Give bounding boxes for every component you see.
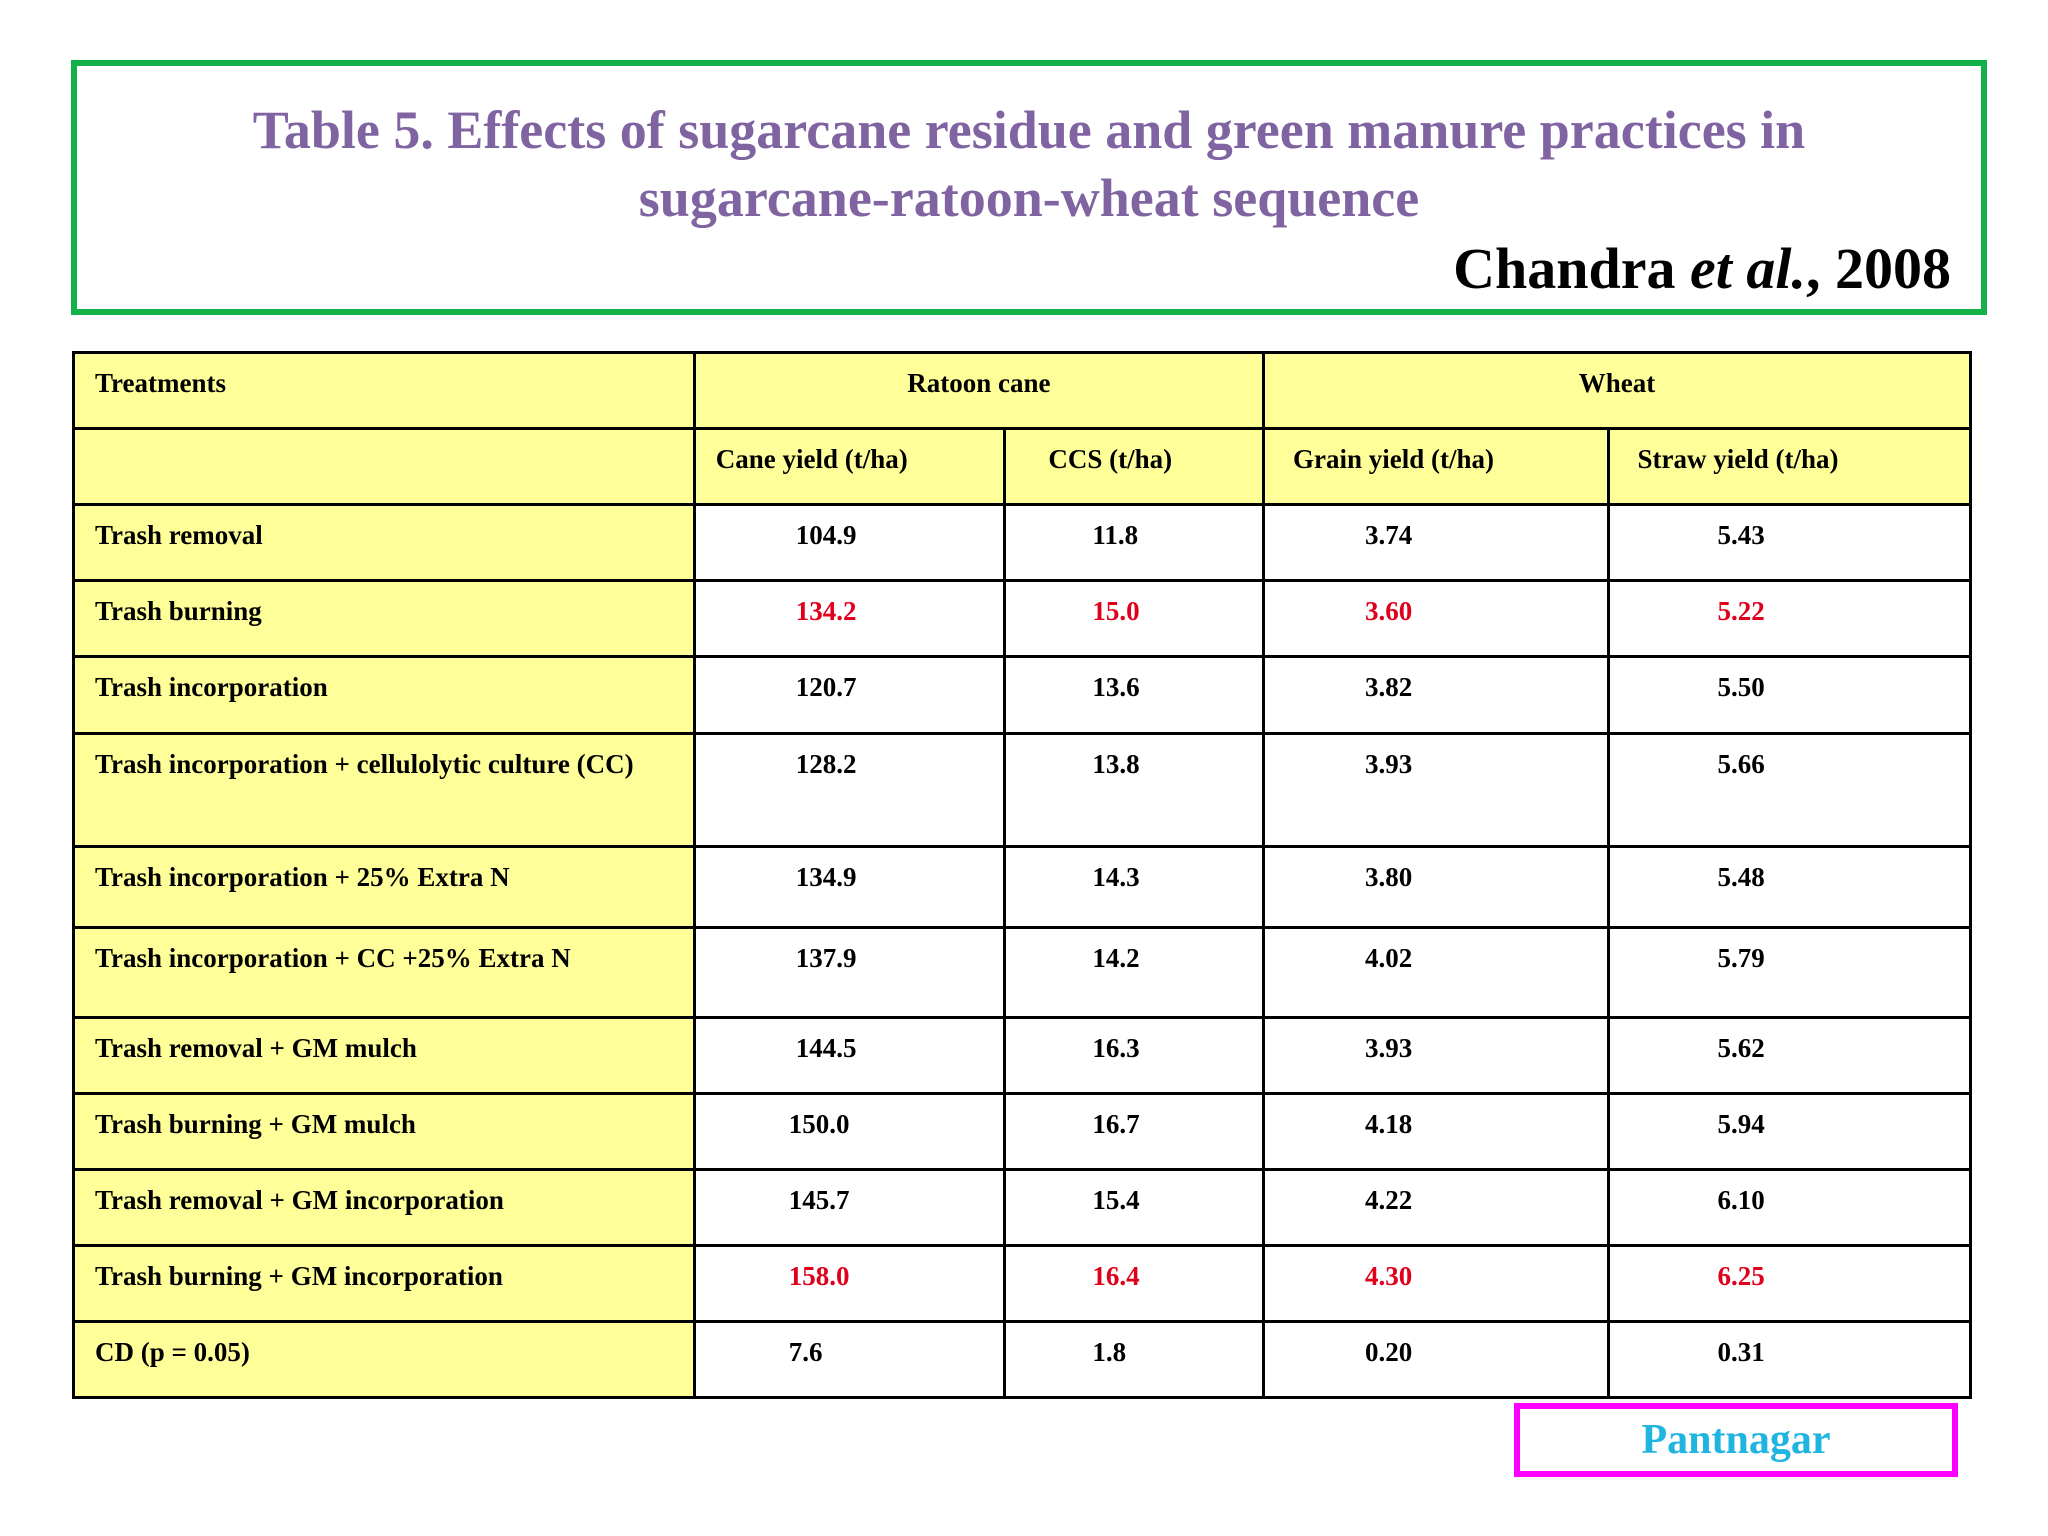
header-row-1 (74, 353, 1971, 429)
cane-value-cell: 145.7 (694, 1170, 1005, 1246)
cane-value-cell: 134.9 (694, 847, 1005, 928)
table-row (74, 581, 1971, 657)
grain-value-cell: 4.18 (1264, 1094, 1608, 1170)
header-ratoon-cane: Ratoon cane (694, 353, 1263, 429)
grain-value-cell: 3.80 (1264, 847, 1608, 928)
grain-value-cell: 4.02 (1264, 928, 1608, 1018)
ccs-value-cell: 14.2 (1005, 928, 1264, 1018)
treatment-cell: Trash incorporation (74, 657, 695, 734)
straw-value-cell: 5.62 (1608, 1018, 1970, 1094)
ccs-value-cell: 13.6 (1005, 657, 1264, 734)
title-line-2: sugarcane-ratoon-wheat sequence (638, 168, 1420, 228)
table-row (74, 1246, 1971, 1322)
table-row (74, 734, 1971, 847)
location-label: Pantnagar (1514, 1403, 1958, 1477)
treatment-cell: Trash removal + GM incorporation (74, 1170, 695, 1246)
ccs-value-cell: 14.3 (1005, 847, 1264, 928)
grain-value-cell: 4.22 (1264, 1170, 1608, 1246)
table-row (74, 505, 1971, 581)
treatment-cell: Trash incorporation + CC +25% Extra N (74, 928, 695, 1018)
results-table (72, 351, 1972, 1399)
ccs-value-cell: 16.3 (1005, 1018, 1264, 1094)
ccs-value-cell: 1.8 (1005, 1322, 1264, 1398)
straw-value-cell: 5.22 (1608, 581, 1970, 657)
treatment-cell: Trash burning + GM incorporation (74, 1246, 695, 1322)
straw-value-cell: 5.94 (1608, 1094, 1970, 1170)
straw-value-cell: 5.66 (1608, 734, 1970, 847)
cane-value-cell: 150.0 (694, 1094, 1005, 1170)
cane-value-cell: 158.0 (694, 1246, 1005, 1322)
citation-etal: et al. (1690, 236, 1806, 301)
title-line-1: Table 5. Effects of sugarcane residue and green manure practices in (252, 100, 1806, 160)
cane-value-cell: 144.5 (694, 1018, 1005, 1094)
treatment-cell: Trash incorporation + cellulolytic culture (CC) (74, 734, 695, 847)
grain-value-cell: 3.74 (1264, 505, 1608, 581)
cane-value-cell: 134.2 (694, 581, 1005, 657)
table-row (74, 928, 1971, 1018)
grain-value-cell: 3.93 (1264, 734, 1608, 847)
treatment-cell: Trash incorporation + 25% Extra N (74, 847, 695, 928)
ccs-value-cell: 16.4 (1005, 1246, 1264, 1322)
straw-value-cell: 6.25 (1608, 1246, 1970, 1322)
treatment-cell: CD (p = 0.05) (74, 1322, 695, 1398)
straw-value-cell: 5.48 (1608, 847, 1970, 928)
header-wheat: Wheat (1264, 353, 1971, 429)
treatment-cell: Trash removal + GM mulch (74, 1018, 695, 1094)
citation (1453, 234, 1951, 304)
ccs-value-cell: 15.4 (1005, 1170, 1264, 1246)
slide-title (77, 96, 1981, 232)
table-row (74, 847, 1971, 928)
citation-year: , 2008 (1806, 236, 1951, 301)
treatment-cell: Trash removal (74, 505, 695, 581)
header-treatments: Treatments (74, 353, 695, 429)
header-blank (74, 429, 695, 505)
table-row (74, 1018, 1971, 1094)
cane-value-cell: 137.9 (694, 928, 1005, 1018)
ccs-value-cell: 11.8 (1005, 505, 1264, 581)
ccs-value-cell: 13.8 (1005, 734, 1264, 847)
straw-value-cell: 6.10 (1608, 1170, 1970, 1246)
cane-value-cell: 104.9 (694, 505, 1005, 581)
table-row (74, 1170, 1971, 1246)
cane-value-cell: 120.7 (694, 657, 1005, 734)
treatment-cell: Trash burning (74, 581, 695, 657)
ccs-value-cell: 15.0 (1005, 581, 1264, 657)
title-box (71, 60, 1987, 315)
table-row (74, 657, 1971, 734)
grain-value-cell: 4.30 (1264, 1246, 1608, 1322)
grain-value-cell: 3.82 (1264, 657, 1608, 734)
treatment-cell: Trash burning + GM mulch (74, 1094, 695, 1170)
grain-value-cell: 3.60 (1264, 581, 1608, 657)
header-cane-yield: Cane yield (t/ha) (694, 429, 1005, 505)
straw-value-cell: 5.43 (1608, 505, 1970, 581)
table-row (74, 1322, 1971, 1398)
header-straw-yield: Straw yield (t/ha) (1608, 429, 1970, 505)
table-row (74, 1094, 1971, 1170)
cane-value-cell: 128.2 (694, 734, 1005, 847)
cane-value-cell: 7.6 (694, 1322, 1005, 1398)
header-row-2 (74, 429, 1971, 505)
ccs-value-cell: 16.7 (1005, 1094, 1264, 1170)
grain-value-cell: 0.20 (1264, 1322, 1608, 1398)
straw-value-cell: 5.50 (1608, 657, 1970, 734)
grain-value-cell: 3.93 (1264, 1018, 1608, 1094)
citation-author: Chandra (1453, 236, 1676, 301)
straw-value-cell: 5.79 (1608, 928, 1970, 1018)
straw-value-cell: 0.31 (1608, 1322, 1970, 1398)
header-grain-yield: Grain yield (t/ha) (1264, 429, 1608, 505)
header-ccs: CCS (t/ha) (1005, 429, 1264, 505)
